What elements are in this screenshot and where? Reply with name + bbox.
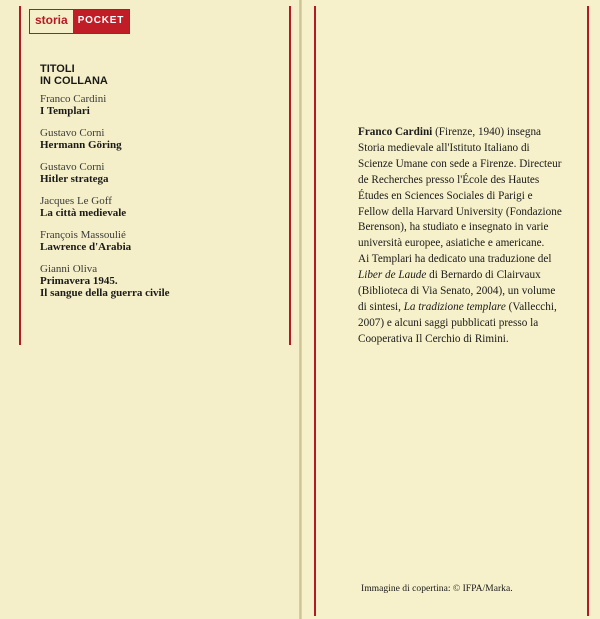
author-bio: [358, 125, 564, 348]
list-item: [40, 263, 280, 299]
book-author: Franco Cardini: [40, 93, 107, 105]
book-title: Primavera 1945.: [40, 275, 118, 287]
bio-text-2b: di Bernardo di Clairvaux (Biblioteca di Via Senato, 2004), un volume di sintesi,: [358, 269, 556, 313]
bio-text-2a: Ai Templari ha dedicato una traduzione del: [358, 253, 552, 266]
book-title: La città medievale: [40, 207, 127, 219]
book-author: Gianni Oliva: [40, 263, 98, 275]
book-author: François Massoulié: [40, 229, 126, 241]
bio-text-2c: (Vallecchi, 2007) e alcuni saggi pubblicati presso la Cooperativa Il Cerchio di Rimini.: [358, 300, 557, 345]
page-fold: [299, 0, 302, 619]
book-title: Hermann Göring: [40, 139, 122, 151]
list-item: [40, 127, 280, 151]
series-name: storia: [30, 10, 73, 33]
bio-text-1: (Firenze, 1940) insegna Storia medievale all'Istituto Italiano di Scienze Umane con sede a Firenze. Directeur de Recherches presso l'École des Hautes Études en Sciences Sociales di Parigi e Fellow della Harvard University (Fondazione Berenson), ha studiato e insegnato in varie università europee, asiatiche e americane.: [358, 126, 562, 250]
bio-author-name: Franco Cardini: [358, 126, 433, 138]
titles-list: [40, 93, 280, 309]
book-title: I Templari: [40, 105, 90, 117]
list-item: [40, 161, 280, 185]
series-logo: [29, 9, 130, 34]
list-item: [40, 229, 280, 253]
collana-heading-line1: TITOLI: [40, 63, 75, 75]
book-author: Gustavo Corni: [40, 127, 105, 139]
book-author: Gustavo Corni: [40, 161, 105, 173]
bio-paragraph-1: [358, 125, 564, 252]
book-title: Lawrence d'Arabia: [40, 241, 132, 253]
book-title-line2: Il sangue della guerra civile: [40, 287, 170, 299]
list-item: [40, 195, 280, 219]
collana-heading: [40, 63, 108, 87]
bio-work-1: Liber de Laude: [358, 269, 427, 282]
series-label: POCKET: [73, 10, 129, 33]
cover-credit: Immagine di copertina: © IFPA/Marka.: [361, 583, 513, 594]
bio-work-2: La tradizione templare: [403, 300, 506, 313]
collana-heading-line2: IN COLLANA: [40, 75, 108, 87]
book-author: Jacques Le Goff: [40, 195, 112, 207]
book-title: Hitler stratega: [40, 173, 109, 185]
list-item: [40, 93, 280, 117]
bio-paragraph-2: [358, 252, 564, 347]
